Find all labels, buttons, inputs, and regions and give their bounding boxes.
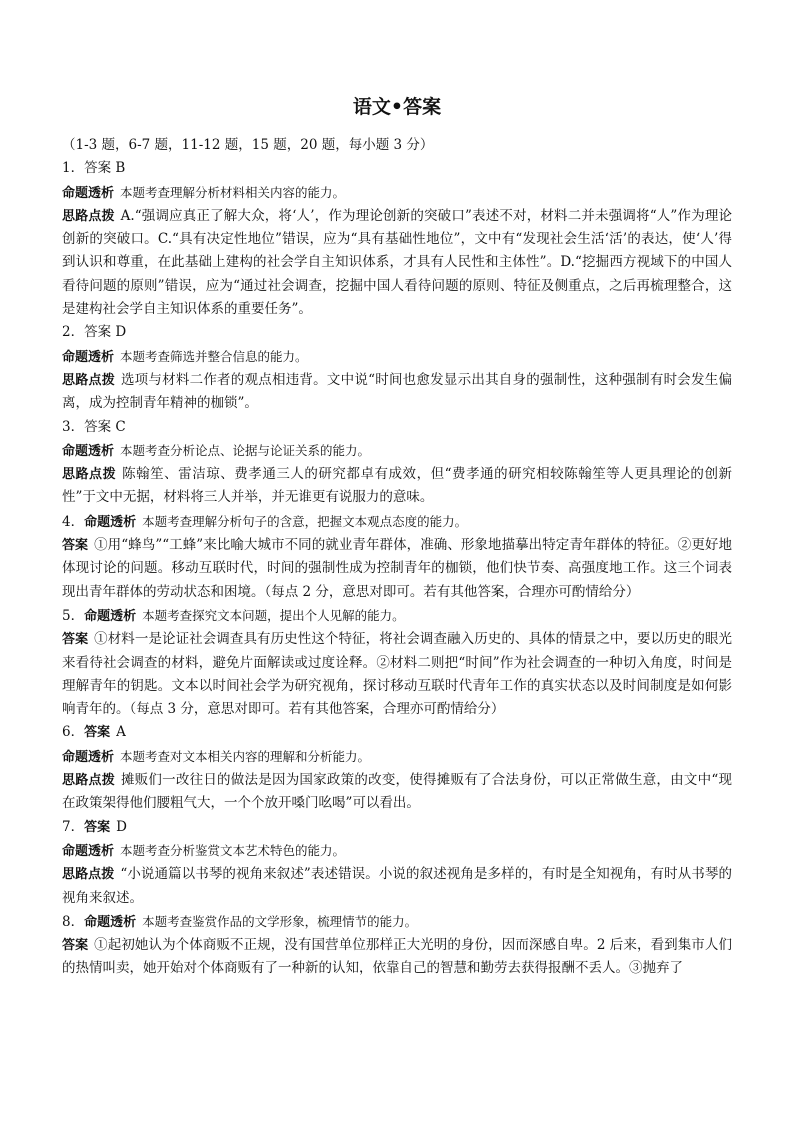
scoring-note: （1-3 题，6-7 题，11-12 题，15 题，20 题，每小题 3 分）: [62, 137, 434, 153]
q6-analysis: [62, 745, 732, 769]
answer-text: ①起初她认为个体商贩不正规，没有国营单位那样正大光明的身份，因而深感自卑。2 后来，看到集市人们的热情叫卖，她开始对个体商贩有了一种新的认知，依靠自己的智慧和勤劳去获得报酬不丢人。③抛弃了: [62, 937, 732, 977]
q8-answer: [62, 934, 732, 981]
answer-label: 答案: [84, 819, 111, 835]
q5-answer: [62, 628, 732, 721]
analysis-label: 命题透析: [62, 349, 115, 365]
analysis-text: 本题考查分析论点、论据与论证关系的能力。: [120, 442, 371, 458]
question-number: 6．: [62, 724, 85, 741]
q1-answer: 1．答案 B: [62, 160, 126, 177]
q2-analysis: [62, 345, 732, 369]
answer-text: ①用“蜂鸟”“工蜂”来比喻大城市不同的就业青年群体，准确、形象地描摹出特定青年群体的特征。②更好地体现讨论的问题。移动互联时代，时间的强制性成为控制青年的枷锁，他们快节奏、高强度地工作。这三个词表现出青年群体的劳动状态和困境。（每点 2 分，意思对即可。若有其他答案，合理亦可酌情给分）: [62, 537, 732, 600]
q1-analysis: [62, 181, 732, 205]
q3-answer: 3．答案 C: [62, 418, 126, 435]
analysis-label: 命题透析: [84, 514, 137, 530]
hint-text: 摊贩们一改往日的做法是因为国家政策的改变，使得摊贩有了合法身份，可以正常做生意，由文中“现在政策架得他们腰粗气大，一个个放开嗓门吆喝”可以看出。: [62, 772, 732, 812]
q4-analysis: [62, 510, 732, 534]
analysis-label: 命题透析: [84, 608, 137, 624]
question-number: 4．: [62, 513, 85, 530]
q6-hint: [62, 769, 732, 816]
answer-content: [62, 134, 732, 981]
q2-answer: 2．答案 D: [62, 324, 127, 341]
hint-label: 思路点拨: [62, 773, 115, 789]
analysis-text: 本题考查理解分析材料相关内容的能力。: [120, 184, 346, 200]
q8-analysis: [62, 910, 732, 934]
question-number: 8．: [62, 913, 85, 930]
q1-hint: [62, 205, 732, 321]
analysis-text: 本题考查对文本相关内容的理解和分析能力。: [120, 748, 371, 764]
q3-analysis: [62, 439, 732, 463]
hint-text: A.“强调应真正了解大众，将‘人’，作为理论创新的突破口”表述不对，材料二并未强调将“人”作为理论创新的突破口。C.“具有决定性地位”错误，应为“具有基础性地位”，文中有“发现社会生活‘活’的表达，使‘人’得到认识和尊重，在此基础上建构的社会学自主知识体系，才具有人民性和主体性”。D.“挖掘西方视域下的中国人看待问题的原则”错误，应为“通过社会调查，挖掘中国人看待问题的原则、特征及侧重点，之后再梳理整合，这是建构社会学自主知识体系的重要任务”。: [62, 207, 732, 318]
answer-value: D: [116, 818, 127, 835]
analysis-text: 本题考查探究文本问题，提出个人见解的能力。: [142, 607, 405, 623]
analysis-label: 命题透析: [84, 914, 137, 930]
q7-analysis: [62, 839, 732, 863]
q2-hint: [62, 369, 732, 416]
analysis-label: 命题透析: [62, 443, 115, 459]
q6-answer: [62, 721, 732, 744]
question-number: 5．: [62, 607, 85, 624]
q7-hint: [62, 863, 732, 910]
analysis-label: 命题透析: [62, 843, 115, 859]
question-number: 7．: [62, 818, 85, 835]
analysis-text: 本题考查理解分析句子的含意，把握文本观点态度的能力。: [142, 513, 468, 529]
hint-text: 选项与材料二作者的观点相违背。文中说“时间也愈发显示出其自身的强制性，这种强制有时会发生偏离，成为控制青年精神的枷锁”。: [62, 371, 732, 412]
q4-answer: [62, 534, 732, 604]
answer-text: ①材料一是论证社会调查具有历史性这个特征，将社会调查融入历史的、具体的情景之中，要以历史的眼光来看待社会调查的材料，避免片面解读或过度诠释。②材料二则把“时间”作为社会调查的一种切入角度，时间是理解青年的钥匙。文本以时间社会学为研究视角，探讨移动互联时代青年工作的真实状态以及时间制度是如何影响青年的。（每点 3 分，意思对即可。若有其他答案，合理亦可酌情给分）: [62, 631, 732, 718]
answer-label: 答案: [84, 725, 111, 741]
q7-answer: [62, 816, 732, 839]
analysis-text: 本题考查分析鉴赏文本艺术特色的能力。: [120, 842, 346, 858]
hint-label: 思路点拨: [62, 372, 115, 388]
answer-label: 答案: [62, 538, 89, 554]
answer-value: A: [116, 724, 126, 741]
answer-label: 答案: [62, 938, 89, 954]
q5-analysis: [62, 604, 732, 628]
q3-hint: [62, 463, 732, 510]
hint-label: 思路点拨: [62, 867, 115, 883]
answer-label: 答案: [62, 632, 89, 648]
analysis-text: 本题考查筛选并整合信息的能力。: [120, 348, 308, 364]
analysis-label: 命题透析: [62, 749, 115, 765]
hint-text: 陈翰笙、雷洁琼、费孝通三人的研究都卓有成效，但“费孝通的研究相较陈翰笙等人更具理论的创新性”于文中无据，材料将三人并举，并无谁更有说服力的意味。: [62, 466, 732, 506]
hint-text: “小说通篇以书琴的视角来叙述”表述错误。小说的叙述视角是多样的，有时是全知视角，有时从书琴的视角来叙述。: [62, 866, 732, 906]
hint-label: 思路点拨: [62, 208, 115, 224]
analysis-text: 本题考查鉴赏作品的文学形象，梳理情节的能力。: [142, 913, 418, 929]
analysis-label: 命题透析: [62, 185, 115, 201]
hint-label: 思路点拨: [62, 467, 117, 483]
page-title: 语文•答案: [352, 96, 442, 118]
